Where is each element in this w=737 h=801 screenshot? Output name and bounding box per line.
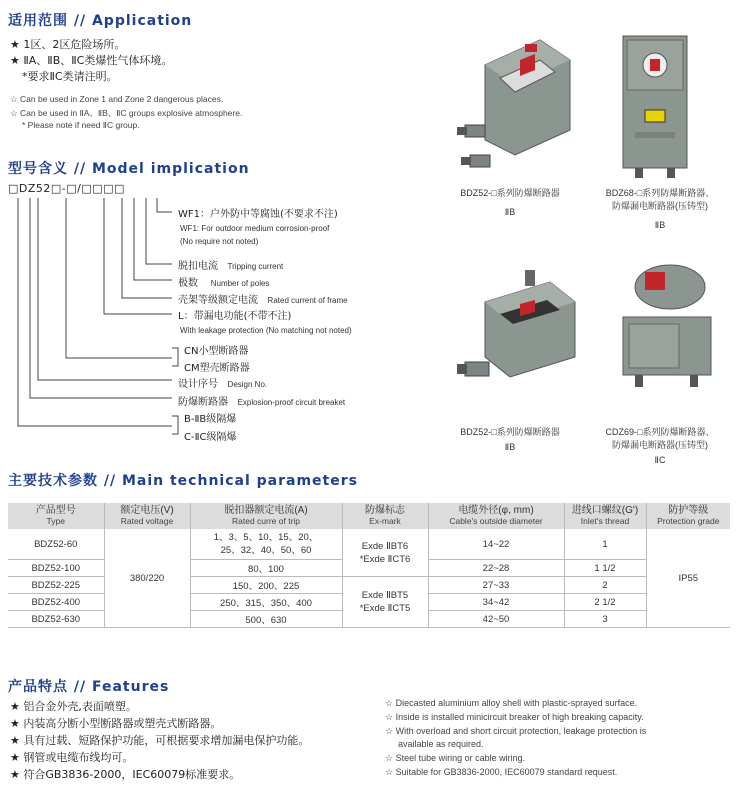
feature-item-en: available as required. — [398, 739, 484, 749]
label-leakage-en: With leakage protection (No matching not noted) — [180, 326, 352, 335]
column-header: 进线口螺纹(G') Inlet's thread — [564, 503, 646, 529]
cell-type: BDZ52-400 — [8, 594, 104, 611]
cell-thread: 2 — [564, 577, 646, 594]
cell-type: BDZ52-630 — [8, 611, 104, 628]
cell-exmark: Exde ⅡBT5 *Exde ⅡCT5 — [342, 577, 428, 628]
column-header: 产品型号 Type — [8, 503, 104, 529]
parameters-table — [8, 503, 730, 628]
cell-protection: IP55 — [646, 529, 730, 628]
model-title: 型号含义 // Model implication — [8, 161, 250, 177]
cell-cable: 27~33 — [428, 577, 564, 594]
feature-item-cn: ★ 钢管或电缆布线均可。 — [10, 751, 134, 764]
column-header: 电缆外径(φ, mm) Cable's outside diameter — [428, 503, 564, 529]
application-item-cn: ★ ⅡA、ⅡB、ⅡC类爆性气体环境。 — [10, 54, 173, 67]
label-wf1-en: WF1: For outdoor medium corrosion-proof — [180, 224, 330, 233]
label-trip: 脱扣电流 Tripping current — [178, 261, 284, 272]
label-wf1-en: (No require not noted) — [180, 237, 259, 246]
feature-item-en: ☆ Inside is installed minicircuit breaker of high breaking capacity. — [385, 712, 644, 722]
cell-cable: 22~28 — [428, 560, 564, 577]
product-photo-bdz68 — [615, 32, 695, 182]
feature-item-en: ☆ With overload and short circuit protection, leakage protection is — [385, 726, 647, 736]
label-c-group: C-ⅡC级隔爆 — [184, 432, 237, 443]
cell-type: BDZ52-60 — [8, 529, 104, 560]
application-item-cn: ★ 1区、2区危险场所。 — [10, 38, 126, 51]
model-code: □DZ52□-□/□□□□ — [8, 182, 125, 195]
application-title: 适用范围 // Application — [8, 13, 193, 29]
label-b-group: B-ⅡB级隔爆 — [184, 414, 237, 425]
application-item-en: * Please note if need ⅡC group. — [22, 120, 140, 130]
cell-exmark: Exde ⅡBT6 *Exde ⅡCT6 — [342, 529, 428, 577]
product-caption: BDZ52-□系列防爆断路器 — [460, 188, 560, 198]
cell-cable: 42~50 — [428, 611, 564, 628]
cell-trip: 80、100 — [190, 560, 342, 577]
label-leakage: L：带漏电功能(不带不注) — [178, 311, 292, 322]
cell-trip: 500、630 — [190, 611, 342, 628]
feature-item-en: ☆ Steel tube wiring or cable wiring. — [385, 753, 526, 763]
column-header: 脱扣器额定电流(A) Rated curre of trip — [190, 503, 342, 529]
label-breaker: 防爆断路器 Explosion-proof circuit breaket — [178, 397, 346, 408]
product-caption: BDZ68-□系列防爆断路器、 — [605, 188, 715, 198]
cell-type: BDZ52-100 — [8, 560, 104, 577]
product-caption: CDZ69-□系列防爆断路器、 — [605, 427, 715, 437]
feature-item-cn: ★ 符合GB3836-2000，IEC60079标准要求。 — [10, 768, 241, 781]
application-item-en: ☆ Can be used in ⅡA、ⅡB、ⅡC groups explosive atmosphere. — [10, 108, 243, 118]
application-item-cn: *要求ⅡC类请注明。 — [22, 70, 118, 83]
cell-cable: 14~22 — [428, 529, 564, 560]
label-cm: CM塑壳断路器 — [184, 363, 250, 374]
cell-trip: 250、315、350、400 — [190, 594, 342, 611]
cell-thread: 3 — [564, 611, 646, 628]
column-header: 防爆标志 Ex-mark — [342, 503, 428, 529]
product-photo-bdz52 — [455, 30, 575, 180]
cell-thread: 1 1/2 — [564, 560, 646, 577]
cell-thread: 2 1/2 — [564, 594, 646, 611]
model-bracket-lines — [0, 190, 200, 440]
table-header-row — [8, 503, 730, 529]
cell-type: BDZ52-225 — [8, 577, 104, 594]
label-cn: CN小型断路器 — [184, 346, 249, 357]
features-title: 产品特点 // Features — [8, 679, 170, 695]
label-wf1: WF1：户外防中等腐蚀(不要求不注) — [178, 209, 338, 220]
parameters-title: 主要技术参数 // Main technical parameters — [8, 473, 358, 489]
feature-item-cn: ★ 内装高分断小型断路器或塑壳式断路器。 — [10, 717, 222, 730]
product-group: ⅡB — [504, 442, 516, 452]
label-design: 设计序号 Design No. — [178, 379, 268, 390]
label-frame: 壳架等级额定电流 Rated current of frame — [178, 295, 348, 306]
product-group: ⅡB — [504, 207, 516, 217]
application-item-en: ☆ Can be used in Zone 1 and Zone 2 dangerous places. — [10, 94, 224, 104]
product-caption: BDZ52-□系列防爆断路器 — [460, 427, 560, 437]
feature-item-cn: ★ 具有过载、短路保护功能，可根据要求增加漏电保护功能。 — [10, 734, 310, 747]
column-header: 防护等级 Protection grade — [646, 503, 730, 529]
product-photo-bdz52-alt — [455, 262, 585, 402]
product-caption: 防爆漏电断路器(压铸型) — [612, 201, 708, 211]
cell-thread: 1 — [564, 529, 646, 560]
table-row — [8, 529, 730, 560]
cell-trip: 150、200、225 — [190, 577, 342, 594]
product-photo-cdz69 — [615, 262, 715, 392]
cell-cable: 34~42 — [428, 594, 564, 611]
product-group: ⅡB — [654, 220, 666, 230]
feature-item-en: ☆ Diecasted aluminium alloy shell with plastic-sprayed surface. — [385, 698, 638, 708]
cell-trip: 1、3、5、10、15、20、 25、32、40、50、60 — [190, 529, 342, 560]
feature-item-cn: ★ 铝合金外壳,表面喷塑。 — [10, 700, 137, 713]
column-header: 额定电压(V) Rated voltage — [104, 503, 190, 529]
product-caption: 防爆漏电断路器(压铸型) — [612, 440, 708, 450]
label-poles: 极数 Number of poles — [178, 278, 270, 289]
cell-voltage: 380/220 — [104, 529, 190, 628]
feature-item-en: ☆ Suitable for GB3836-2000, IEC60079 standard request. — [385, 767, 618, 777]
product-group: ⅡC — [654, 455, 666, 465]
